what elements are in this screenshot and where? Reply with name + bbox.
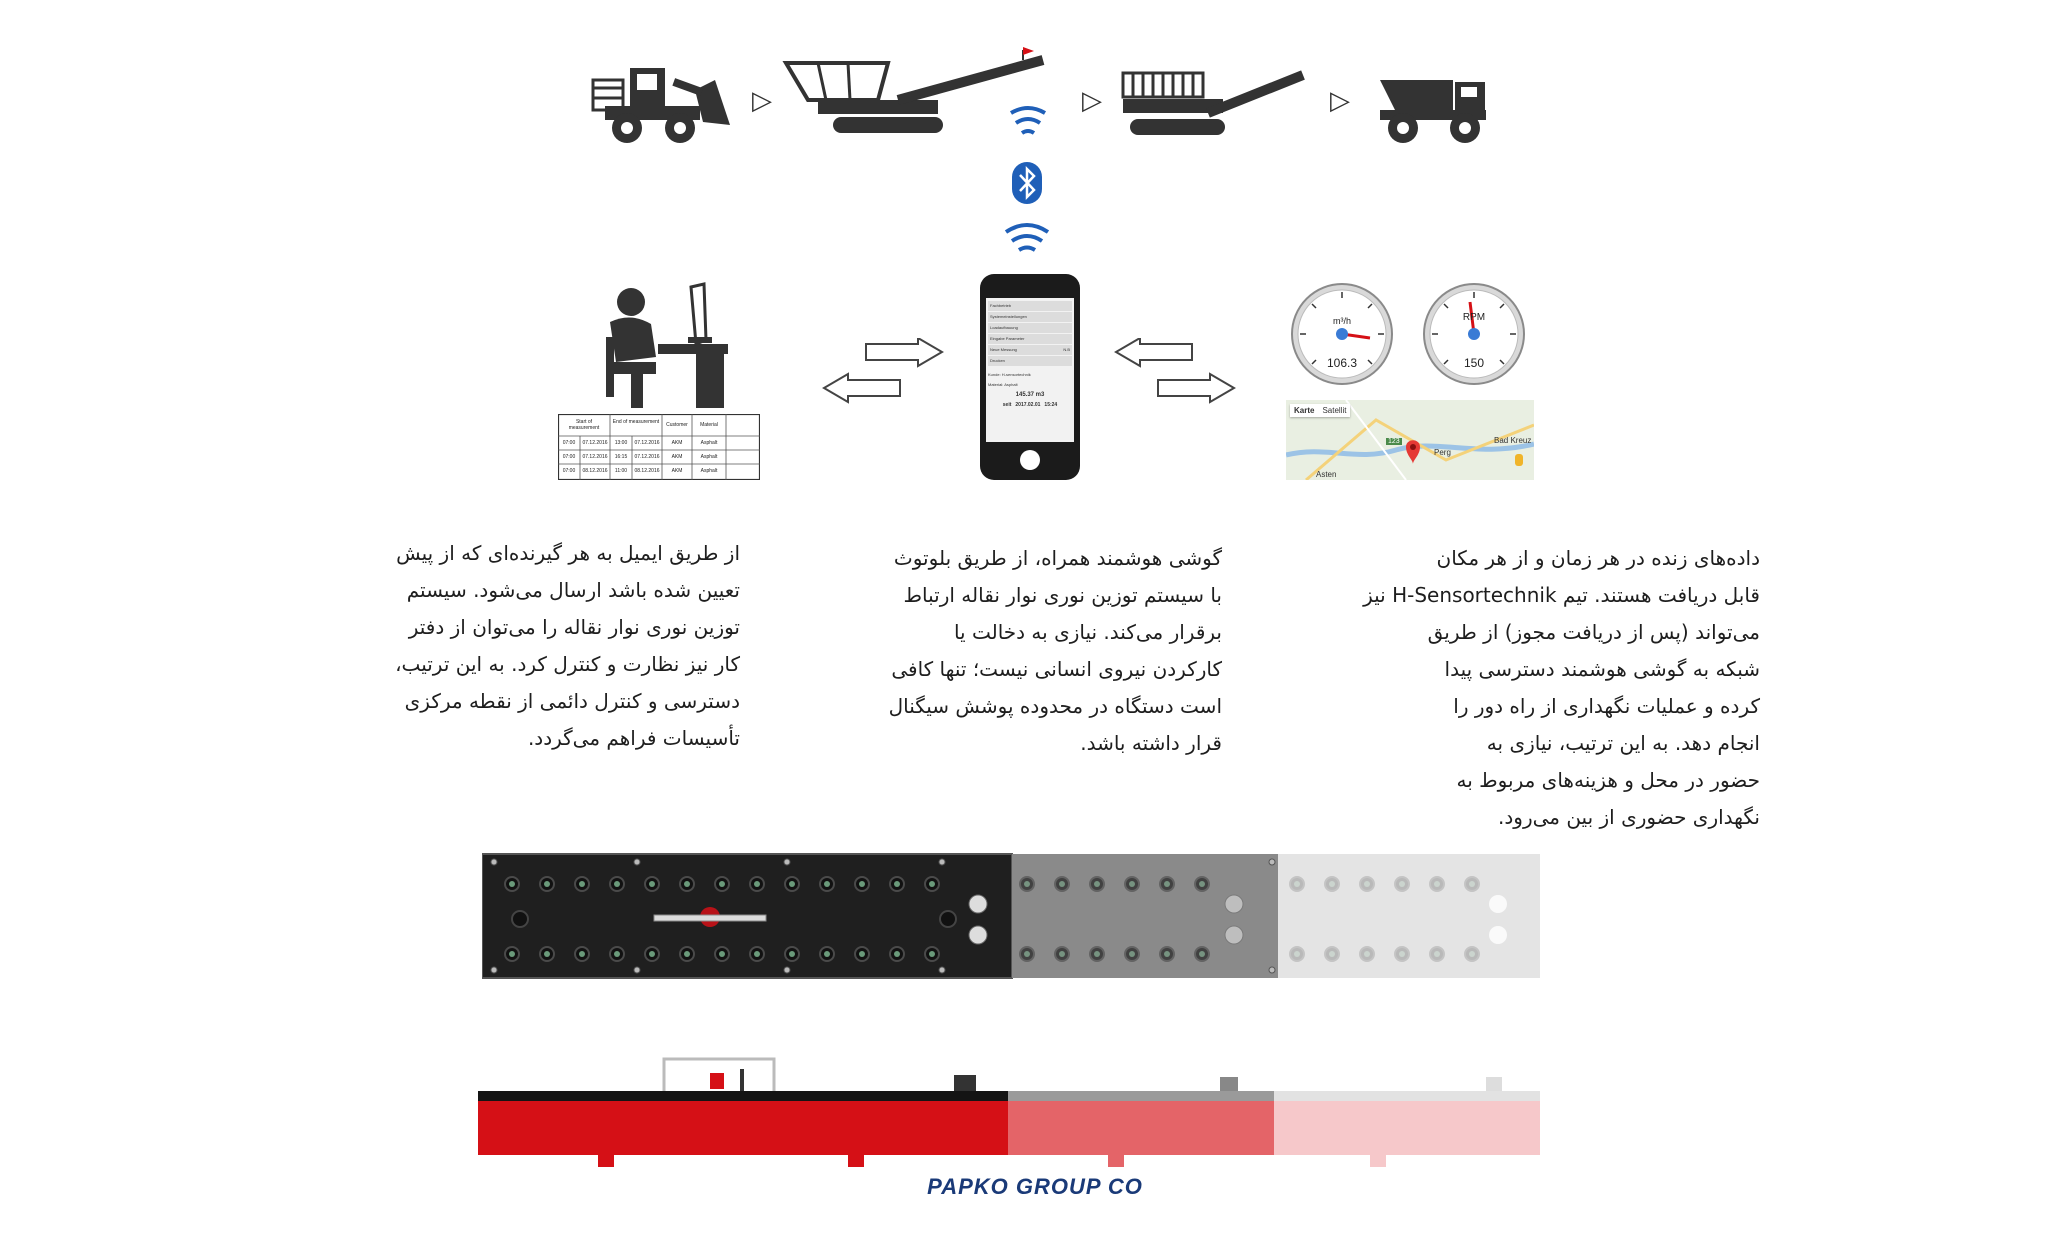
phone-menu-row[interactable]: Systemeinstellungen bbox=[988, 312, 1072, 322]
table-cell: Asphalt bbox=[700, 454, 718, 460]
text-line: گوشی هوشمند همراه، از طریق بلوتوث bbox=[893, 546, 1222, 570]
table-cell: 08.12.2016 bbox=[634, 468, 660, 474]
table-cell: AKM bbox=[671, 468, 683, 474]
map-road-badge: 123 bbox=[1388, 438, 1400, 445]
table-header: End of measurement bbox=[612, 419, 660, 425]
text-line: شبکه به گوشی هوشمند دسترسی پیدا bbox=[1444, 657, 1760, 681]
table-cell: 13:00 bbox=[614, 440, 628, 446]
table-cell: 11:00 bbox=[614, 468, 628, 474]
table-header: Material bbox=[700, 422, 718, 428]
phone-screen bbox=[986, 298, 1074, 442]
text-line: از طریق ایمیل به هر گیرنده‌ای که از پیش bbox=[396, 541, 740, 565]
text-line: داده‌های زنده در هر زمان و از هر مکان bbox=[1436, 546, 1760, 570]
text-line: قابل دریافت هستند. تیم H-Sensortechnik نیز bbox=[1363, 583, 1760, 607]
text-left bbox=[300, 535, 740, 757]
table-cell: 07.12.2016 bbox=[582, 454, 608, 460]
text-line: حضور در محل و هزینه‌های مربوط به bbox=[1456, 768, 1760, 792]
phone-date-label: seit bbox=[1002, 402, 1012, 408]
text-line: تأسیسات فراهم می‌گردد. bbox=[527, 726, 740, 750]
dump-truck-icon bbox=[1375, 70, 1490, 145]
phone-row-label: Neue Messung bbox=[990, 347, 1017, 352]
phone-menu-row[interactable]: Eingabe Parameter bbox=[988, 334, 1072, 344]
device-side-view bbox=[478, 1055, 1540, 1170]
wheel-loader-icon bbox=[585, 60, 735, 145]
phone-volume: 145.37 m3 bbox=[1015, 392, 1045, 398]
table-cell: AKM bbox=[671, 440, 683, 446]
text-line: تعیین شده باشد ارسال می‌شود. سیستم bbox=[406, 578, 740, 602]
table-header: Start of measurement bbox=[568, 419, 600, 431]
gauge-unit: RPM bbox=[1462, 312, 1486, 323]
table-cell: 07.12.2016 bbox=[634, 440, 660, 446]
text-line: می‌تواند (پس از دریافت مجوز) از طریق bbox=[1427, 620, 1760, 644]
smartphone bbox=[980, 274, 1080, 480]
text-line: کار نیز نظارت و کنترل کرد. به این ترتیب، bbox=[395, 652, 740, 676]
bluetooth-icon bbox=[1012, 162, 1042, 204]
flow-arrow-icon: ▷ bbox=[1082, 86, 1102, 116]
phone-summary: Kunde: H-sensortechnik bbox=[988, 372, 1031, 377]
text-line: نگهداری حضوری از بین می‌رود. bbox=[1498, 805, 1760, 829]
company-logo: PAPKO GROUP CO bbox=[927, 1174, 1143, 1199]
phone-summary: Material: Asphalt bbox=[988, 382, 1018, 387]
text-line: قرار داشته باشد. bbox=[1080, 731, 1222, 755]
exchange-arrows-icon bbox=[818, 338, 948, 408]
flow-arrow-icon: ▷ bbox=[752, 86, 772, 116]
rpm-gauge bbox=[1422, 282, 1526, 386]
text-line: کارکردن نیروی انسانی نیست؛ تنها کافی bbox=[891, 657, 1222, 681]
signal-waves-icon bbox=[1002, 218, 1052, 258]
phone-home-button[interactable] bbox=[1020, 450, 1040, 470]
table-cell: AKM bbox=[671, 454, 683, 460]
flow-arrow-icon: ▷ bbox=[1330, 86, 1350, 116]
flow-rate-gauge bbox=[1290, 282, 1394, 386]
map-tab-map[interactable]: Karte bbox=[1294, 406, 1315, 415]
phone-time: 15:24 bbox=[1044, 402, 1058, 408]
map-label: Perg bbox=[1434, 448, 1451, 457]
phone-menu-row[interactable]: Drucken bbox=[988, 356, 1072, 366]
phone-menu-row[interactable]: Fachbetrieb bbox=[988, 301, 1072, 311]
table-cell: 16:15 bbox=[614, 454, 628, 460]
phone-menu-row[interactable] bbox=[988, 345, 1072, 355]
phone-row-value: N.B bbox=[1063, 347, 1070, 352]
exchange-arrows-icon bbox=[1110, 338, 1240, 408]
text-line: با سیستم توزین نوری نوار نقاله ارتباط bbox=[903, 583, 1222, 607]
text-line: کرده و عملیات نگهداری از راه دور را bbox=[1453, 694, 1760, 718]
gauge-value: 106.3 bbox=[1326, 356, 1358, 370]
device-top-view bbox=[482, 852, 1540, 980]
location-map[interactable] bbox=[1286, 400, 1534, 480]
table-cell: 07:00 bbox=[562, 440, 576, 446]
table-cell: Asphalt bbox=[700, 468, 718, 474]
text-line: برقرار می‌کند. نیازی به دخالت یا bbox=[953, 620, 1222, 644]
table-cell: Asphalt bbox=[700, 440, 718, 446]
table-header: Customer bbox=[666, 422, 688, 428]
text-line: است دستگاه در محدوده پوشش سیگنال bbox=[888, 694, 1222, 718]
table-cell: 07:00 bbox=[562, 468, 576, 474]
phone-date: 2017.02.01 bbox=[1015, 402, 1041, 408]
gauge-unit: m³/h bbox=[1333, 316, 1351, 326]
phone-menu-row[interactable]: Loadaufbauung bbox=[988, 323, 1072, 333]
table-cell: 07:00 bbox=[562, 454, 576, 460]
table-cell: 07.12.2016 bbox=[634, 454, 660, 460]
map-label: Bad Kreuz bbox=[1494, 436, 1532, 445]
table-cell: 07.12.2016 bbox=[582, 440, 608, 446]
text-middle bbox=[800, 540, 1222, 762]
map-tab-satellite[interactable]: Satellit bbox=[1322, 406, 1347, 415]
gauge-value: 150 bbox=[1463, 356, 1485, 370]
signal-waves-icon bbox=[1005, 105, 1051, 143]
text-right bbox=[1336, 540, 1760, 836]
text-line: توزین نوری نوار نقاله را می‌توان از دفتر bbox=[408, 615, 740, 639]
map-label: Asten bbox=[1316, 470, 1337, 479]
table-cell: 08.12.2016 bbox=[582, 468, 608, 474]
mobile-screener-icon bbox=[1118, 65, 1308, 145]
office-worker-icon bbox=[596, 282, 736, 410]
text-line: دسترسی و کنترل دائمی از نقطه مرکزی bbox=[404, 689, 740, 713]
text-line: انجام دهد. به این ترتیب، نیازی به bbox=[1486, 731, 1760, 755]
